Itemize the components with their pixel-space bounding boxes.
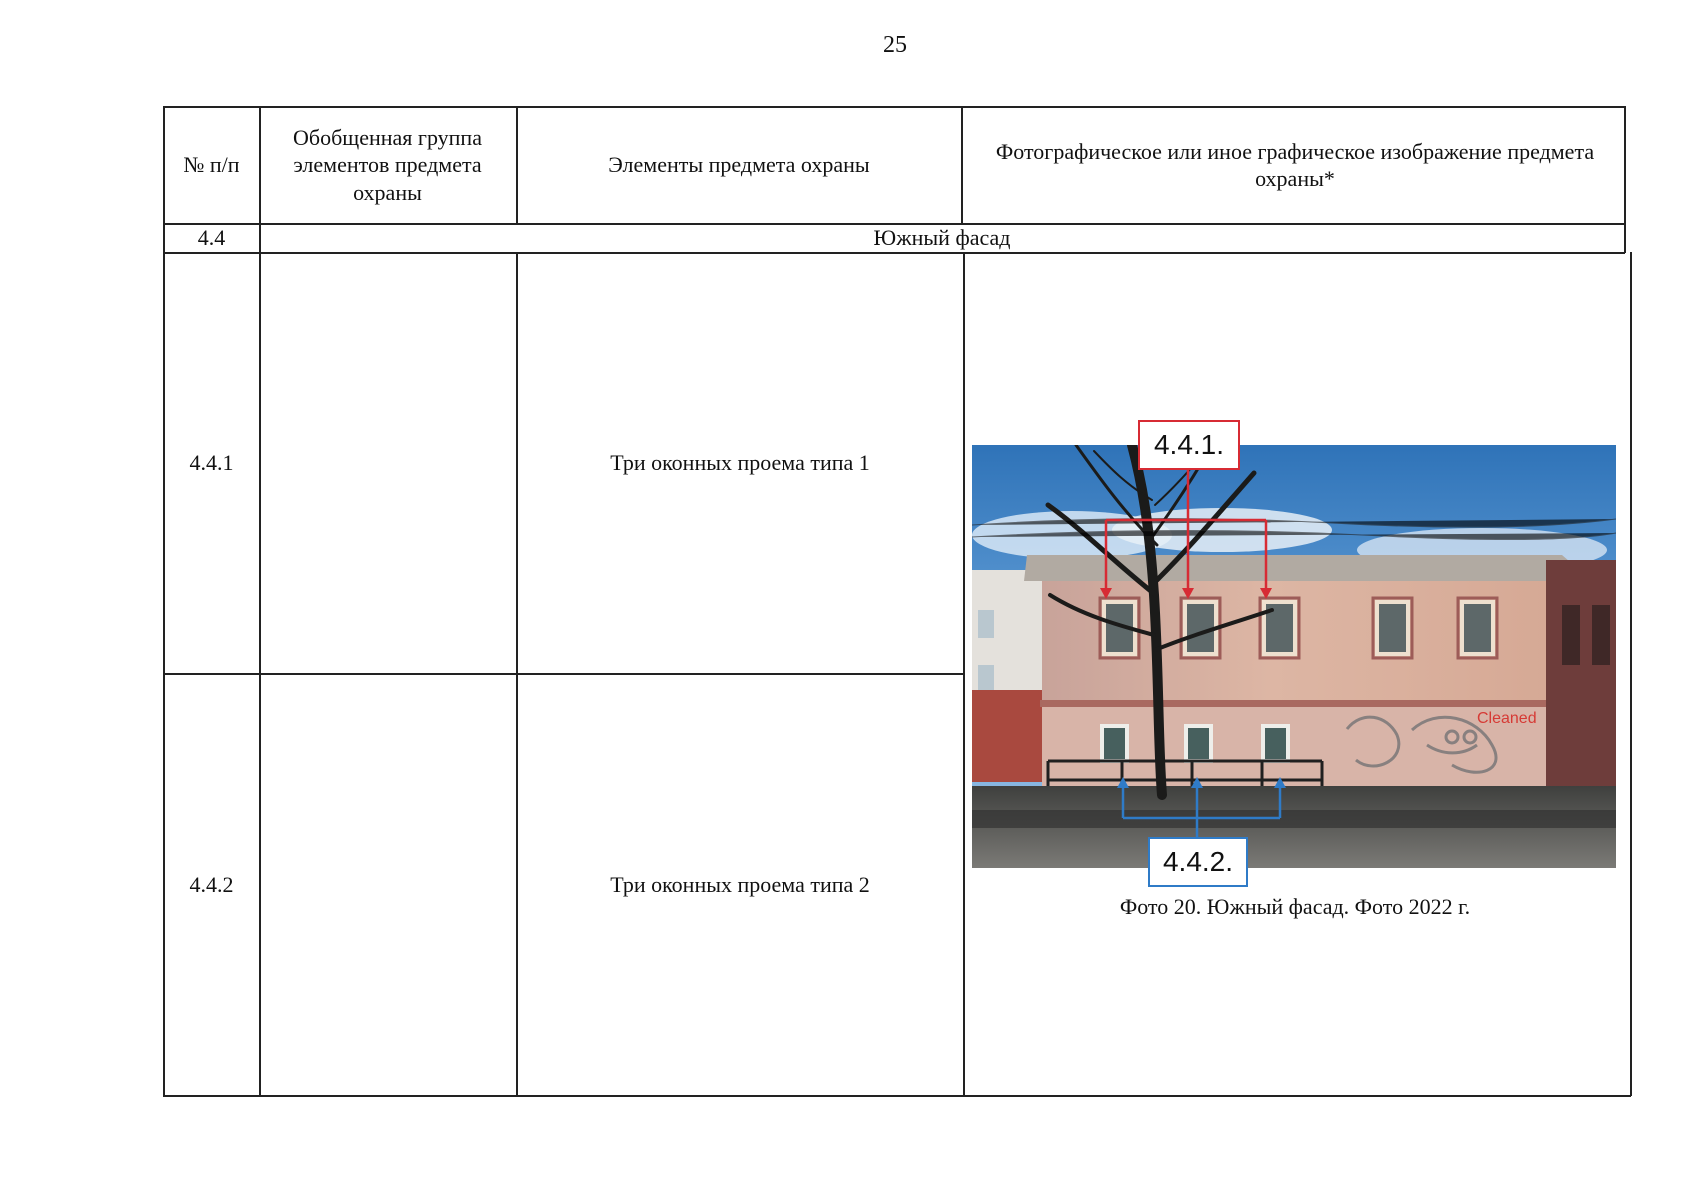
table-right-border (1624, 106, 1626, 253)
table-right-border-body (1630, 252, 1632, 1096)
header-elements: Элементы предмета охраны (608, 152, 870, 178)
svg-text:Cleaned: Cleaned (1477, 710, 1537, 727)
facade-photo-illustration (972, 445, 1616, 868)
row-number-4-4-1: 4.4.1 (189, 450, 234, 476)
header-number: № п/п (183, 152, 240, 178)
page-number: 25 (883, 32, 907, 58)
table-bottom-border (163, 1095, 1631, 1097)
callout-4-4-1: 4.4.1. (1138, 420, 1240, 470)
section-number: 4.4 (197, 225, 226, 251)
row-element-4-4-2: Три оконных проема типа 2 (610, 871, 870, 897)
south-facade-photo (972, 445, 1616, 868)
column-divider-image-body (963, 252, 965, 1096)
row-group-4-4-1 (260, 253, 516, 673)
header-image: Фотографическое или иное графическое изображение предмета охраны* (995, 138, 1595, 191)
photo-caption: Фото 20. Южный фасад. Фото 2022 г. (1119, 894, 1471, 919)
callout-4-4-2: 4.4.2. (1148, 837, 1248, 887)
section-title: Южный фасад (873, 225, 1011, 251)
row-group-4-4-2 (260, 674, 516, 1095)
row-number-4-4-2: 4.4.2 (189, 871, 234, 897)
header-group: Обобщенная группа элементов предмета охраны (293, 124, 482, 205)
row-element-4-4-1: Три оконных проема типа 1 (610, 450, 870, 476)
column-divider-image (961, 106, 963, 224)
